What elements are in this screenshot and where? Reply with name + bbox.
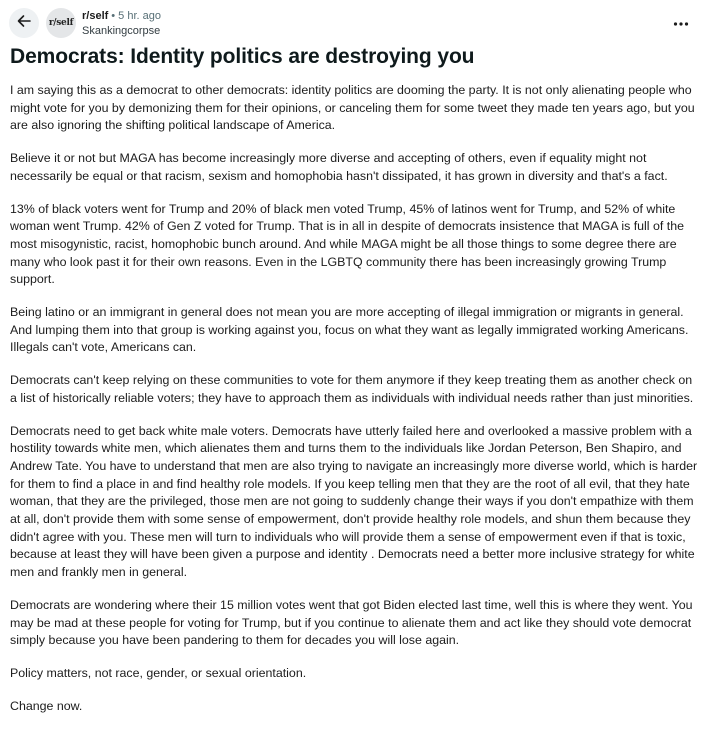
subreddit-avatar[interactable]: [46, 8, 76, 38]
subreddit-avatar-text: r/self: [48, 18, 74, 28]
post-author[interactable]: Skankingcorpse: [82, 25, 161, 37]
post-paragraph: Democrats are wondering where their 15 million votes went that got Biden elected last time, well this is where they went. You may be mad at these people for voting for Trump, but if you continue to alienate them and act like they should vote democrat simply because you have been pandering to them for decades you will lose again.: [10, 597, 693, 648]
more-options-button[interactable]: [668, 10, 694, 36]
post-paragraph: I am saying this as a democrat to other democrats: identity politics are dooming the party. It is not only alienating people who might vote for you by demonizing them for their opinions, or canceling them for some tweet they made ten years ago, but you are also ignoring the shifting political landscape of America.: [10, 83, 695, 133]
back-button[interactable]: [9, 8, 39, 38]
post-paragraph: Being latino or an immigrant in general does not mean you are more accepting of illegal immigration or migrants in general. And lumping them into that group is working against you, focus on what they want as legally immigrated working Americans. Illegals can't vote, Americans can.: [10, 305, 689, 355]
meta-separator: •: [111, 10, 116, 22]
post-body: [10, 82, 698, 730]
post-paragraph: Change now.: [10, 698, 83, 713]
post-header: [0, 0, 705, 44]
subreddit-name[interactable]: r/self: [82, 10, 109, 22]
post-meta: [82, 9, 161, 23]
post-paragraph: Believe it or not but MAGA has become increasingly more diverse and accepting of others, even if equality might not necessarily be equal or that racism, sexism and homophobia hasn't dissipated, it has grown in diversity and that's a fact.: [10, 151, 668, 183]
arrow-left-icon: [16, 13, 32, 34]
post-time: 5 hr. ago: [118, 10, 161, 22]
post-paragraph: 13% of black voters went for Trump and 20% of black men voted Trump, 45% of latinos went for Trump, and 52% of white woman went Trump. 42% of Gen Z voted for Trump. That is in all in despite of democrats insistence that MAGA is full of the most misogynistic, racist, homophobic bunch around. And while MAGA might be all those things to some degree there are many who look past it for their own reasons. Even in the LGBTQ community there has been increasingly growing Trump support.: [10, 201, 684, 287]
post-title: Democrats: Identity politics are destroying you: [10, 45, 475, 68]
post-paragraph: Democrats can't keep relying on these communities to vote for them anymore if they keep treating them as another check on a list of historically reliable voters; they have to approach them as individuals with individual needs rather than just minorities.: [10, 373, 694, 405]
post-paragraph: Policy matters, not race, gender, or sexual orientation.: [10, 665, 307, 680]
more-horizontal-icon: [673, 14, 689, 32]
post-paragraph: Democrats need to get back white male voters. Democrats have utterly failed here and overlooked a massive problem with a hostility towards white men, which alienates them and turns them to the individuals like Jordan Peterson, Ben Shapiro, and Andrew Tate. You have to understand that men are also trying to navigate an increasingly more diverse world, which is harder for them to find a place in and find healthy role models. If you keep telling men that they are the root of all evil, that they hate woman, that they are the privileged, those men are not going to suddenly change their ways if you don't empathize with them at all, don't provide them with some sense of empowerment, don't provide healthy role models, and shun them because they didn't agree with you. These men will turn to individuals who will provide them a sense of empowerment even if that is toxic, because at least they will have been given a purpose and identity . Democrats need a better more inclusive strategy for white men and frankly men in general.: [10, 423, 698, 580]
